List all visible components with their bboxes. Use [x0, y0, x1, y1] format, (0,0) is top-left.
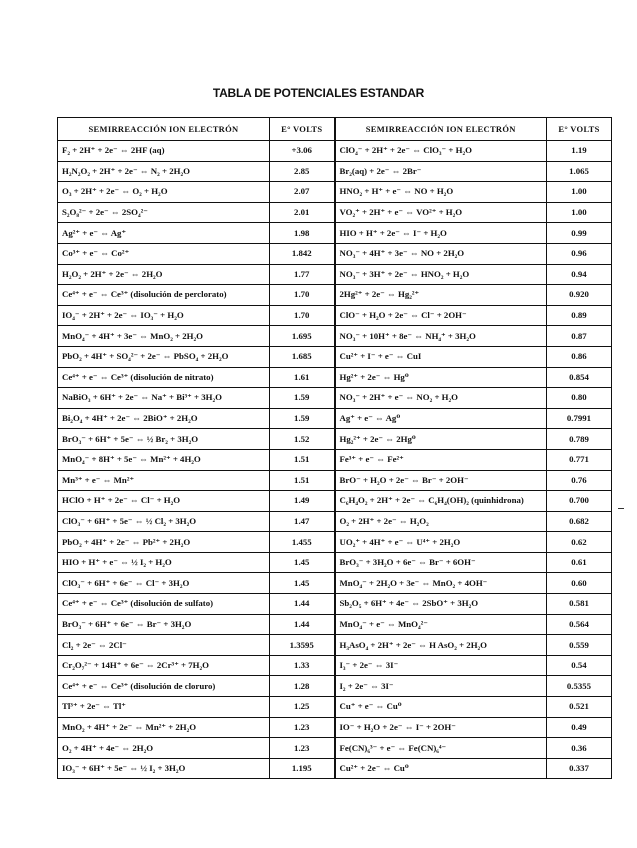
table-row: [58, 141, 612, 162]
potential-left: 1.195: [270, 758, 335, 779]
potential-right: 0.564: [547, 614, 612, 635]
reaction-left: PbO₂ + 4H⁺ + SO₄²⁻ + 2e⁻ ⇔ PbSO₄ + 2H₂O: [58, 346, 270, 367]
reaction-right: BrO₃⁻ + 3H₂O + 6e⁻ ⇔ Br⁻ + 6OH⁻: [335, 552, 547, 573]
potential-right: 0.36: [547, 738, 612, 759]
table-row: [58, 635, 612, 656]
reaction-left: MnO₄⁻ + 4H⁺ + 3e⁻ ⇔ MnO₂ + 2H₂O: [58, 326, 270, 347]
potential-right: 0.920: [547, 285, 612, 306]
table-row: [58, 738, 612, 759]
reaction-right: Hg₂²⁺ + 2e⁻ ⇔ 2Hg⁰: [335, 429, 547, 450]
potential-left: 1.44: [270, 614, 335, 635]
reaction-left: BrO₃⁻ + 6H⁺ + 6e⁻ ⇔ Br⁻ + 3H₂O: [58, 614, 270, 635]
table-row: [58, 532, 612, 553]
table-row: [58, 449, 612, 470]
potential-right: 0.62: [547, 532, 612, 553]
potential-left: 1.52: [270, 429, 335, 450]
table-row: [58, 161, 612, 182]
potential-left: 1.455: [270, 532, 335, 553]
reaction-left: PbO₂ + 4H⁺ + 2e⁻ ⇔ Pb²⁺ + 2H₂O: [58, 532, 270, 553]
table-row: [58, 717, 612, 738]
reaction-left: Ce⁴⁺ + e⁻ ⇔ Ce³⁺ (disolución de sulfato): [58, 594, 270, 615]
potential-left: 1.61: [270, 367, 335, 388]
potential-right: 0.99: [547, 223, 612, 244]
potential-right: 0.86: [547, 346, 612, 367]
reaction-right: Ag⁺ + e⁻ ⇔ Ag⁰: [335, 408, 547, 429]
reaction-left: HClO + H⁺ + 2e⁻ ⇔ Cl⁻ + H₂O: [58, 491, 270, 512]
potential-right: 1.00: [547, 182, 612, 203]
reaction-left: O₃ + 2H⁺ + 2e⁻ ⇔ O₂ + H₂O: [58, 182, 270, 203]
table-row: [58, 594, 612, 615]
potential-left: 1.77: [270, 264, 335, 285]
reaction-left: F₂ + 2H⁺ + 2e⁻ ⇔ 2HF (aq): [58, 141, 270, 162]
reaction-right: NO₃⁻ + 3H⁺ + 2e⁻ ⇔ HNO₂ + H₂O: [335, 264, 547, 285]
potential-left: 1.70: [270, 285, 335, 306]
table-row: [58, 223, 612, 244]
reaction-right: Fe³⁺ + e⁻ ⇔ Fe²⁺: [335, 449, 547, 470]
reaction-right: O₂ + 2H⁺ + 2e⁻ ⇔ H₂O₂: [335, 511, 547, 532]
table-row: [58, 552, 612, 573]
potential-right: 0.87: [547, 326, 612, 347]
potential-right: 0.682: [547, 511, 612, 532]
table-row: [58, 264, 612, 285]
reaction-right: BrO⁻ + H₂O + 2e⁻ ⇔ Br⁻ + 2OH⁻: [335, 470, 547, 491]
reaction-right: VO₂⁺ + 2H⁺ + e⁻ ⇔ VO²⁺ + H₂O: [335, 202, 547, 223]
table-row: [58, 305, 612, 326]
potential-left: 2.01: [270, 202, 335, 223]
reaction-left: IO₄⁻ + 2H⁺ + 2e⁻ ⇔ IO₃⁻ + H₂O: [58, 305, 270, 326]
potential-right: 0.5355: [547, 676, 612, 697]
reaction-left: Ce⁴⁺ + e⁻ ⇔ Ce³⁺ (disolución de cloruro): [58, 676, 270, 697]
table-row: [58, 367, 612, 388]
potential-left: 1.45: [270, 573, 335, 594]
potential-right: 1.00: [547, 202, 612, 223]
potential-left: 1.685: [270, 346, 335, 367]
potential-left: +3.06: [270, 141, 335, 162]
potential-right: 0.337: [547, 758, 612, 779]
potential-right: 0.581: [547, 594, 612, 615]
edge-mark: [618, 508, 624, 509]
reaction-right: MnO₄⁻ + e⁻ ⇔ MnO₄²⁻: [335, 614, 547, 635]
potential-left: 1.49: [270, 491, 335, 512]
reaction-left: MnO₄⁻ + 8H⁺ + 5e⁻ ⇔ Mn²⁺ + 4H₂O: [58, 449, 270, 470]
reaction-right: UO₂⁺ + 4H⁺ + e⁻ ⇔ U⁴⁺ + 2H₂O: [335, 532, 547, 553]
table-row: [58, 697, 612, 718]
potential-left: 1.44: [270, 594, 335, 615]
potential-left: 1.23: [270, 717, 335, 738]
reaction-left: Bi₂O₄ + 4H⁺ + 2e⁻ ⇔ 2BiO⁺ + 2H₂O: [58, 408, 270, 429]
reaction-left: NaBiO₃ + 6H⁺ + 2e⁻ ⇔ Na⁺ + Bi³⁺ + 3H₂O: [58, 388, 270, 409]
reaction-left: Ce⁴⁺ + e⁻ ⇔ Ce³⁺ (disolución de nitrato): [58, 367, 270, 388]
reaction-right: Cu⁺ + e⁻ ⇔ Cu⁰: [335, 697, 547, 718]
reaction-right: HNO₂ + H⁺ + e⁻ ⇔ NO + H₂O: [335, 182, 547, 203]
potential-left: 2.07: [270, 182, 335, 203]
reaction-right: Sb₂O₅ + 6H⁺ + 4e⁻ ⇔ 2SbO⁺ + 3H₂O: [335, 594, 547, 615]
table-row: [58, 676, 612, 697]
reaction-right: Br₂(aq) + 2e⁻ ⇔ 2Br⁻: [335, 161, 547, 182]
header-potential-left: E° VOLTS: [270, 118, 335, 141]
reaction-right: C₆H₄O₂ + 2H⁺ + 2e⁻ ⇔ C₆H₄(OH)₂ (quinhidrona): [335, 491, 547, 512]
table-row: [58, 182, 612, 203]
potential-right: 0.60: [547, 573, 612, 594]
reaction-right: MnO₄⁻ + 2H₂O + 3e⁻ ⇔ MnO₂ + 4OH⁻: [335, 573, 547, 594]
table-header-row: [58, 118, 612, 141]
reaction-right: I₂ + 2e⁻ ⇔ 3I⁻: [335, 676, 547, 697]
table-row: [58, 408, 612, 429]
potential-right: 0.771: [547, 449, 612, 470]
reaction-left: Cl₂ + 2e⁻ ⇔ 2Cl⁻: [58, 635, 270, 656]
potential-left: 1.51: [270, 470, 335, 491]
table-row: [58, 491, 612, 512]
potential-right: 1.19: [547, 141, 612, 162]
table-row: [58, 243, 612, 264]
potential-right: 1.065: [547, 161, 612, 182]
potential-left: 1.695: [270, 326, 335, 347]
header-reaction-right: SEMIRREACCIÓN ION ELECTRÓN: [335, 118, 547, 141]
reaction-left: Ag²⁺ + e⁻ ⇔ Ag⁺: [58, 223, 270, 244]
potential-left: 1.28: [270, 676, 335, 697]
table-row: [58, 285, 612, 306]
reaction-right: Cu²⁺ + I⁻ + e⁻ ⇔ CuI: [335, 346, 547, 367]
potential-right: 0.854: [547, 367, 612, 388]
potential-right: 0.521: [547, 697, 612, 718]
potential-left: 2.85: [270, 161, 335, 182]
potential-right: 0.49: [547, 717, 612, 738]
reaction-left: Tl³⁺ + 2e⁻ ⇔ Tl⁺: [58, 697, 270, 718]
table-row: [58, 326, 612, 347]
table-row: [58, 573, 612, 594]
reaction-right: NO₃⁻ + 10H⁺ + 8e⁻ ⇔ NH₄⁺ + 3H₂O: [335, 326, 547, 347]
reaction-right: IO⁻ + H₂O + 2e⁻ ⇔ I⁻ + 2OH⁻: [335, 717, 547, 738]
reaction-left: ClO₃⁻ + 6H⁺ + 6e⁻ ⇔ Cl⁻ + 3H₂O: [58, 573, 270, 594]
potential-left: 1.25: [270, 697, 335, 718]
reaction-right: Hg²⁺ + 2e⁻ ⇔ Hg⁰: [335, 367, 547, 388]
reaction-right: H₃AsO₄ + 2H⁺ + 2e⁻ ⇔ H AsO₂ + 2H₂O: [335, 635, 547, 656]
table-row: [58, 429, 612, 450]
document-title: TABLA DE POTENCIALES ESTANDAR: [212, 86, 425, 100]
potential-right: 0.700: [547, 491, 612, 512]
reaction-left: BrO₃⁻ + 6H⁺ + 5e⁻ ⇔ ½ Br₂ + 3H₂O: [58, 429, 270, 450]
potential-right: 0.96: [547, 243, 612, 264]
potential-left: 1.98: [270, 223, 335, 244]
reaction-left: H₂N₂O₂ + 2H⁺ + 2e⁻ ⇔ N₂ + 2H₂O: [58, 161, 270, 182]
reaction-left: Mn³⁺ + e⁻ ⇔ Mn²⁺: [58, 470, 270, 491]
reaction-left: HIO + H⁺ + e⁻ ⇔ ½ I₂ + H₂O: [58, 552, 270, 573]
reaction-right: I₃⁻ + 2e⁻ ⇔ 3I⁻: [335, 655, 547, 676]
potential-left: 1.51: [270, 449, 335, 470]
potential-left: 1.842: [270, 243, 335, 264]
header-potential-right: E° VOLTS: [547, 118, 612, 141]
reaction-right: Cu²⁺ + 2e⁻ ⇔ Cu⁰: [335, 758, 547, 779]
table-row: [58, 511, 612, 532]
reaction-right: ClO⁻ + H₂O + 2e⁻ ⇔ Cl⁻ + 2OH⁻: [335, 305, 547, 326]
header-reaction-left: SEMIRREACCIÓN ION ELECTRÓN: [58, 118, 270, 141]
reaction-right: ClO₄⁻ + 2H⁺ + 2e⁻ ⇔ ClO₃⁻ + H₂O: [335, 141, 547, 162]
potential-right: 0.789: [547, 429, 612, 450]
table-row: [58, 655, 612, 676]
reaction-right: NO₃⁻ + 4H⁺ + 3e⁻ ⇔ NO + 2H₂O: [335, 243, 547, 264]
reaction-left: Cr₂O₇²⁻ + 14H⁺ + 6e⁻ ⇔ 2Cr³⁺ + 7H₂O: [58, 655, 270, 676]
potential-right: 0.76: [547, 470, 612, 491]
potential-right: 0.7991: [547, 408, 612, 429]
reaction-left: IO₃⁻ + 6H⁺ + 5e⁻ ⇔ ½ I₂ + 3H₂O: [58, 758, 270, 779]
table-row: [58, 470, 612, 491]
potential-right: 0.94: [547, 264, 612, 285]
potential-left: 1.47: [270, 511, 335, 532]
potential-left: 1.33: [270, 655, 335, 676]
reaction-left: O₂ + 4H⁺ + 4e⁻ ⇔ 2H₂O: [58, 738, 270, 759]
reaction-right: NO₃⁻ + 2H⁺ + e⁻ ⇔ NO₂ + H₂O: [335, 388, 547, 409]
table-row: [58, 388, 612, 409]
reaction-right: Fe(CN)₆³⁻ + e⁻ ⇔ Fe(CN)₆⁴⁻: [335, 738, 547, 759]
potential-left: 1.70: [270, 305, 335, 326]
potential-right: 0.61: [547, 552, 612, 573]
potentials-table: [57, 117, 612, 779]
potential-left: 1.3595: [270, 635, 335, 656]
potential-left: 1.59: [270, 408, 335, 429]
reaction-left: MnO₂ + 4H⁺ + 2e⁻ ⇔ Mn²⁺ + 2H₂O: [58, 717, 270, 738]
table-row: [58, 758, 612, 779]
reaction-left: Co³⁺ + e⁻ ⇔ Co²⁺: [58, 243, 270, 264]
potential-left: 1.45: [270, 552, 335, 573]
potential-left: 1.59: [270, 388, 335, 409]
potential-left: 1.23: [270, 738, 335, 759]
potential-right: 0.89: [547, 305, 612, 326]
potential-right: 0.54: [547, 655, 612, 676]
reaction-right: 2Hg²⁺ + 2e⁻ ⇔ Hg₂²⁺: [335, 285, 547, 306]
reaction-right: HIO + H⁺ + 2e⁻ ⇔ I⁻ + H₂O: [335, 223, 547, 244]
potential-right: 0.559: [547, 635, 612, 656]
reaction-left: S₂O₈²⁻ + 2e⁻ ⇔ 2SO₄²⁻: [58, 202, 270, 223]
table-row: [58, 614, 612, 635]
reaction-left: ClO₃⁻ + 6H⁺ + 5e⁻ ⇔ ½ Cl₂ + 3H₂O: [58, 511, 270, 532]
reaction-left: H₂O₂ + 2H⁺ + 2e⁻ ⇔ 2H₂O: [58, 264, 270, 285]
reaction-left: Ce⁴⁺ + e⁻ ⇔ Ce³⁺ (disolución de perclorato): [58, 285, 270, 306]
table-row: [58, 346, 612, 367]
potential-right: 0.80: [547, 388, 612, 409]
table-row: [58, 202, 612, 223]
